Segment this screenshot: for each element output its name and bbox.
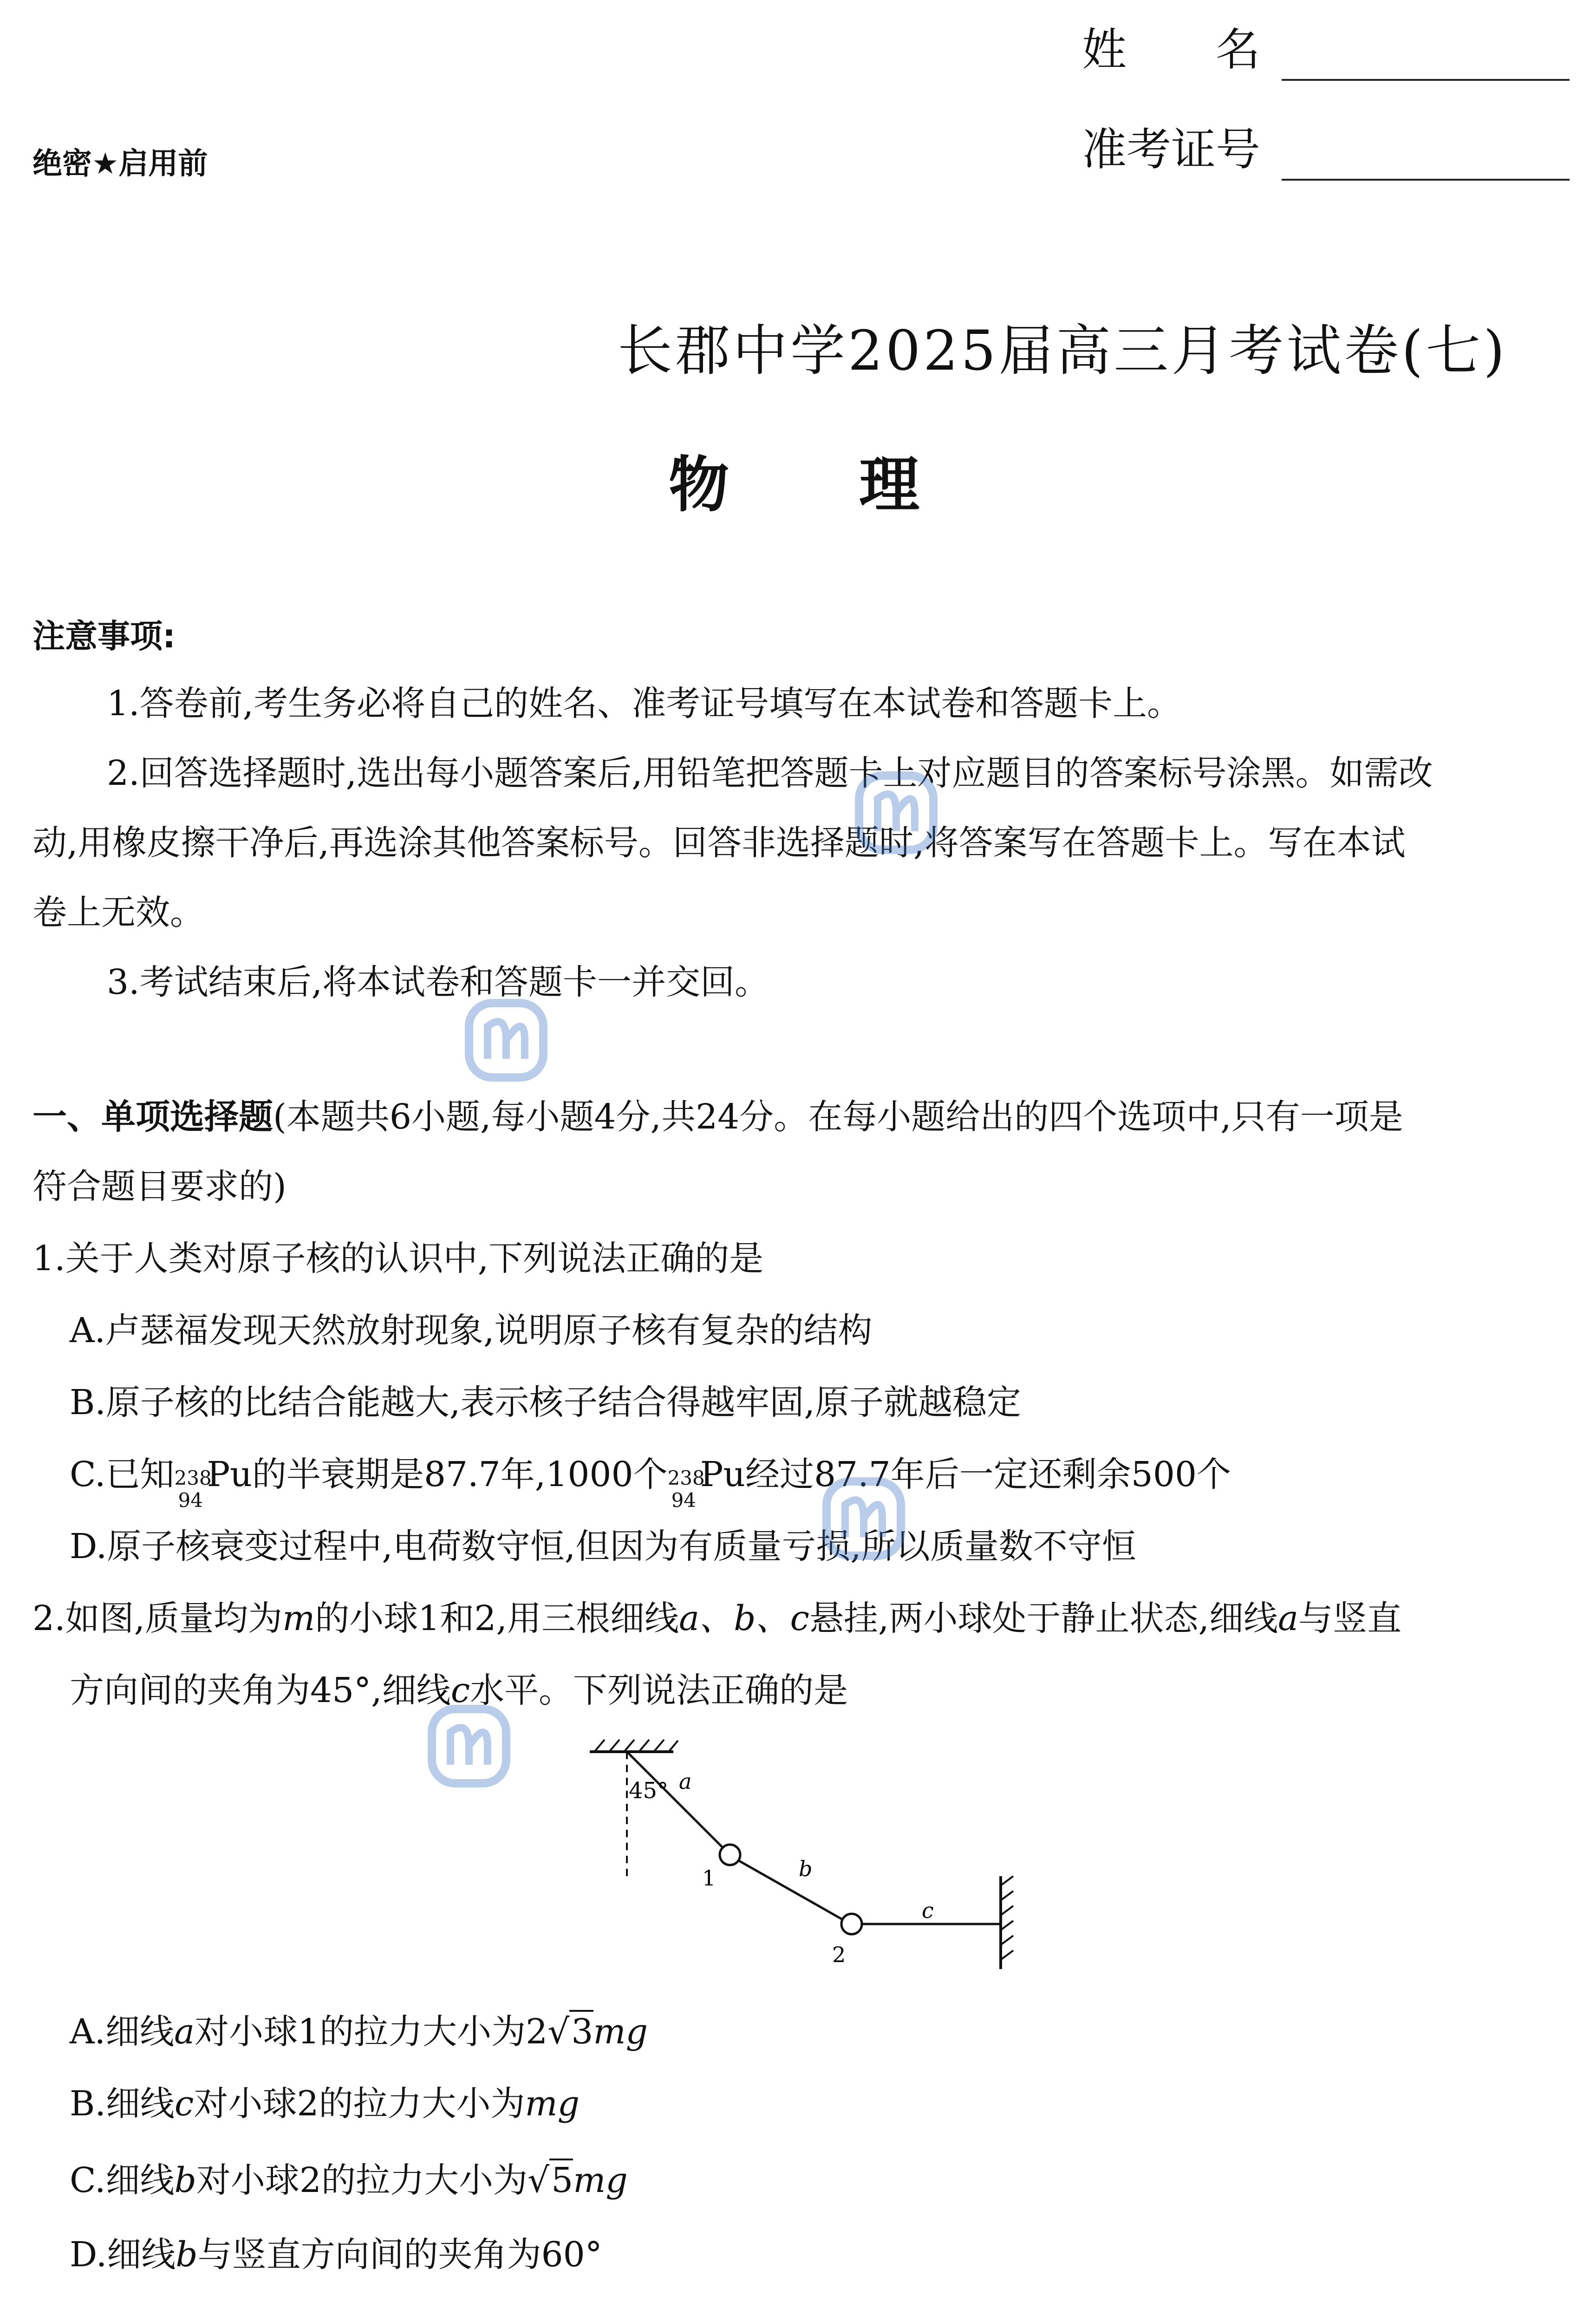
q2-a-mid: 对小球1的拉力大小为2 <box>195 2012 548 2052</box>
q1-option-d[interactable]: D.原子核衰变过程中,电荷数守恒,但因为有质量亏损,所以质量数不守恒 <box>70 1526 1136 1566</box>
section-1-desc-line-2: 符合题目要求的) <box>33 1167 287 1207</box>
secret-label: 绝密★启用前 <box>33 147 208 181</box>
q2-c-root: 5 <box>549 2159 573 2200</box>
q1-option-b[interactable]: B.原子核的比结合能越大,表示核子结合得越牢固,原子就越稳定 <box>70 1383 1021 1422</box>
subject-char-1: 物 <box>669 450 730 520</box>
pu-nuclide-2 <box>667 1452 705 1512</box>
q2-stem-pre: 2.如图,质量均为 <box>33 1598 283 1638</box>
q2-figure <box>580 1737 1045 1978</box>
q2-b-post: mg <box>525 2084 580 2124</box>
notice-item-2-line-1: 2.回答选择题时,选出每小题答案后,用铅笔把答题卡上对应题目的答案标号涂黑。如需改 <box>107 753 1433 793</box>
notice-item-1: 1.答卷前,考生务必将自己的姓名、准考证号填写在本试卷和答题卡上。 <box>107 684 1182 724</box>
q2-d-var: b <box>176 2235 198 2275</box>
section-1-desc: (本题共6小题,每小题4分,共24分。在每小题给出的四个选项中,只有一项是 <box>273 1097 1403 1137</box>
sqrt-sign-a: √ <box>547 2012 570 2052</box>
q2-b-var: c <box>174 2084 194 2124</box>
q1-option-c-pre: C.已知 <box>70 1455 175 1494</box>
name-field-line[interactable] <box>1282 79 1570 81</box>
watermark-logo-icon <box>460 994 553 1087</box>
section-1-heading: 一、单项选择题 <box>33 1097 273 1137</box>
string-b <box>738 1860 841 1919</box>
notice-item-2-line-2: 动,用橡皮擦干净后,再选涂其他答案标号。回答非选择题时,将答案写在答题卡上。写在本试 <box>33 823 1406 863</box>
q2-stem2-post: 水平。下列说法正确的是 <box>470 1670 848 1710</box>
label-c: c <box>922 1898 934 1923</box>
q2-stem-line-2 <box>70 1656 1596 1725</box>
q1-option-c-mid1: Pu的半衰期是87.7年,1000个 <box>207 1455 668 1494</box>
q2-var-abc: a、b、c <box>679 1598 809 1638</box>
ball-1 <box>720 1845 740 1865</box>
q2-d-post: 与竖直方向间的夹角为60° <box>197 2235 602 2275</box>
notice-heading: 注意事项: <box>33 617 176 655</box>
q2-stem-mid: 的小球1和2,用三根细线 <box>315 1598 679 1638</box>
exam-title: 长郡中学2025届高三月考试卷(七) <box>618 319 1508 383</box>
q2-a-root: 3 <box>569 2010 593 2052</box>
pu-nuclide-1 <box>174 1452 212 1512</box>
q2-b-mid: 对小球2的拉力大小为 <box>194 2084 525 2124</box>
label-a: a <box>679 1769 692 1794</box>
notice-item-3: 3.考试结束后,将本试卷和答题卡一并交回。 <box>107 962 769 1002</box>
q2-option-c[interactable] <box>70 2146 1596 2215</box>
q2-var-c: c <box>450 1670 470 1710</box>
notice-item-2-line-3: 卷上无效。 <box>33 893 204 933</box>
label-b: b <box>799 1856 813 1881</box>
q2-stem-line-1 <box>33 1584 1565 1653</box>
q2-var-m: m <box>282 1598 315 1638</box>
q2-stem-post: 悬挂,两小球处于静止状态,细线 <box>809 1598 1278 1638</box>
ball-2 <box>841 1914 862 1934</box>
exam-id-label: 准考证号 <box>1082 124 1260 176</box>
ball-2-label: 2 <box>832 1942 846 1967</box>
q1-stem: 1.关于人类对原子核的认识中,下列说法正确的是 <box>33 1239 764 1278</box>
q2-a-post: mg <box>593 2012 648 2052</box>
subject-char-2: 理 <box>859 450 920 520</box>
pu-mass-number-2: 238 <box>667 1467 705 1489</box>
angle-label: 45° <box>629 1778 669 1804</box>
q2-a-pre: A.细线 <box>70 2012 174 2052</box>
q2-var-a: a <box>1277 1598 1299 1638</box>
q2-option-d[interactable] <box>70 2220 1596 2289</box>
watermark-logo-icon <box>817 1472 910 1565</box>
subject-title <box>604 437 984 523</box>
pu-mass-number-1: 238 <box>174 1467 212 1489</box>
q1-option-a[interactable]: A.卢瑟福发现天然放射现象,说明原子核有复杂的结构 <box>70 1311 873 1350</box>
q2-c-pre: C.细线 <box>70 2160 175 2200</box>
q1-option-c-mid2: Pu经过87.7年后一定还剩余500个 <box>700 1455 1231 1494</box>
name-label: 姓 名 <box>1082 24 1260 76</box>
q2-a-var: a <box>174 2012 195 2052</box>
q2-b-pre: B.细线 <box>70 2084 175 2124</box>
q2-option-a[interactable] <box>70 1997 1596 2067</box>
exam-id-field-line[interactable] <box>1282 179 1570 181</box>
q2-option-b[interactable] <box>70 2069 1596 2139</box>
watermark-logo-icon <box>850 766 943 859</box>
pu-atomic-number-2: 94 <box>671 1489 697 1512</box>
sqrt-sign-c: √ <box>527 2160 550 2200</box>
ball-1-label: 1 <box>702 1865 716 1891</box>
pu-atomic-number-1: 94 <box>178 1489 203 1512</box>
q2-c-mid: 对小球2的拉力大小为 <box>196 2160 528 2200</box>
wall-hatch <box>1001 1876 1013 1960</box>
q2-d-pre: D.细线 <box>70 2235 176 2275</box>
watermark-logo-icon <box>423 1700 515 1793</box>
q2-c-var: b <box>174 2160 196 2200</box>
section-1-header <box>33 1082 1565 1152</box>
q2-stem2-pre: 方向间的夹角为45°,细线 <box>70 1670 451 1710</box>
q2-stem-end: 与竖直 <box>1298 1598 1402 1638</box>
q2-c-post: mg <box>573 2160 628 2200</box>
ceiling-hatch <box>594 1740 678 1752</box>
